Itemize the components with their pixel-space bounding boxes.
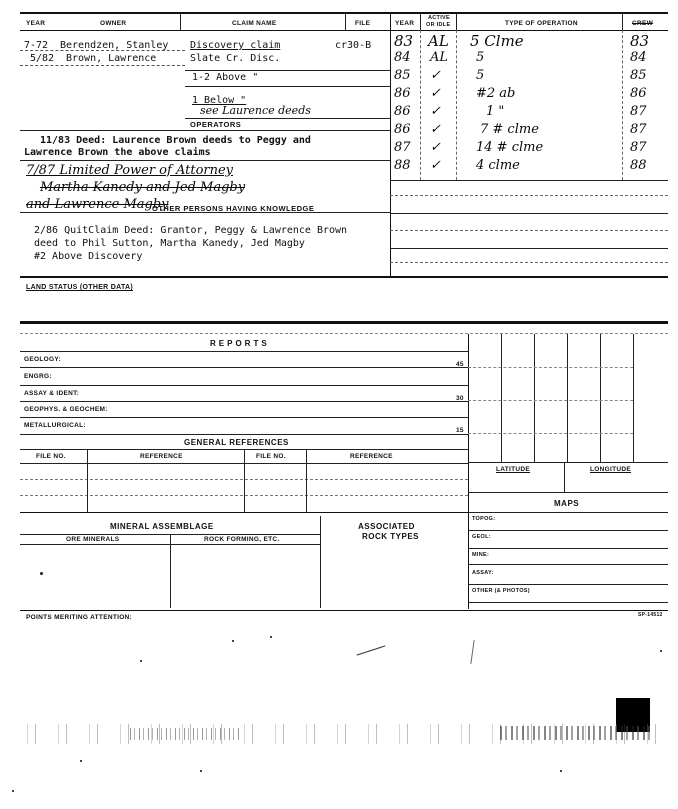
header-owner: OWNER xyxy=(100,20,127,27)
owner-row-1-owner: Berendzen, Stanley xyxy=(60,40,169,51)
deed-line-2: Lawrence Brown the above claims xyxy=(24,147,211,158)
activity-crew: 87 xyxy=(630,104,647,119)
activity-crew: 86 xyxy=(630,86,647,101)
claim-row-4: 1 Below " xyxy=(192,95,247,106)
activity-type: 7 # clme xyxy=(480,122,539,137)
top-section xyxy=(0,0,678,280)
activity-status: ✓ xyxy=(430,158,441,173)
ref-col-reference-2: REFERENCE xyxy=(350,453,393,460)
activity-year: 86 xyxy=(394,104,411,119)
location-grid xyxy=(468,334,668,614)
activity-row xyxy=(390,158,668,176)
general-references-title: GENERAL REFERENCES xyxy=(184,438,289,447)
activity-type: 5 xyxy=(476,50,485,65)
associated-label: ASSOCIATED xyxy=(358,522,415,531)
activity-year: 83 xyxy=(394,32,414,50)
mineral-dot xyxy=(40,572,43,575)
rock-forming-label: ROCK FORMING, ETC. xyxy=(204,536,280,543)
deed-line-1: 11/83 Deed: Laurence Brown deeds to Peggy and xyxy=(40,135,311,146)
other-persons-label: OTHER PERSONS HAVING KNOWLEDGE xyxy=(152,204,315,213)
activity-type: 4 clme xyxy=(476,158,520,173)
owner-row-1-year: 7-72 xyxy=(24,40,49,51)
header-crew: CREW xyxy=(632,20,654,27)
header-file: FILE xyxy=(355,20,371,27)
maps-topog: TOPOG: xyxy=(472,516,496,522)
activity-log xyxy=(390,32,668,180)
header-or-idle: OR IDLE xyxy=(426,22,451,28)
owner-row-2-owner: Brown, Lawrence xyxy=(66,53,157,64)
form-number: SP-14512 xyxy=(638,612,663,618)
maps-title: MAPS xyxy=(554,499,580,508)
activity-row xyxy=(390,122,668,140)
ref-col-reference-1: REFERENCE xyxy=(140,453,183,460)
activity-row xyxy=(390,140,668,158)
activity-row xyxy=(390,32,668,50)
scan-mark-stroke xyxy=(357,645,386,655)
activity-year: 86 xyxy=(394,86,411,101)
header-active: ACTIVE xyxy=(428,15,450,21)
quitclaim-line-1: 2/86 QuitClaim Deed: Grantor, Peggy & Lawrence Brown xyxy=(34,225,348,236)
reports-assay: ASSAY & IDENT: xyxy=(24,390,80,397)
activity-status: ✓ xyxy=(430,86,441,101)
reports-geophys: GEOPHYS. & GEOCHEM: xyxy=(24,406,108,413)
activity-crew: 87 xyxy=(630,122,647,137)
reports-scale-30: 30 xyxy=(456,395,464,402)
poa-line-3: and Lawrence Magby xyxy=(26,197,169,212)
mineral-assemblage-section xyxy=(20,516,468,608)
rock-types-label: ROCK TYPES xyxy=(362,532,420,541)
activity-row xyxy=(390,50,668,68)
reports-geology: GEOLOGY: xyxy=(24,356,61,363)
activity-status: AL xyxy=(430,50,449,65)
activity-crew: 84 xyxy=(630,50,647,65)
reports-section xyxy=(20,334,468,438)
activity-status: ✓ xyxy=(430,140,441,155)
activity-crew: 87 xyxy=(630,140,647,155)
ore-minerals-label: ORE MINERALS xyxy=(66,536,120,543)
mineral-assemblage-title: MINERAL ASSEMBLAGE xyxy=(110,522,214,531)
claim-row-5-handwritten: see Laurence deeds xyxy=(200,104,311,117)
activity-crew: 85 xyxy=(630,68,647,83)
activity-crew: 88 xyxy=(630,158,647,173)
activity-row xyxy=(390,104,668,122)
activity-type: 14 # clme xyxy=(476,140,544,155)
activity-year: 84 xyxy=(394,50,411,65)
activity-year: 86 xyxy=(394,122,411,137)
activity-status: ✓ xyxy=(430,104,441,119)
reports-title: REPORTS xyxy=(210,339,270,348)
activity-type: 5 xyxy=(476,68,485,83)
quitclaim-line-2: deed to Phil Sutton, Martha Kanedy, Jed Magby xyxy=(34,238,305,249)
activity-status: ✓ xyxy=(430,122,441,137)
poa-line-2: Martha Kanedy and Jed Magby xyxy=(40,180,246,195)
activity-year: 85 xyxy=(394,68,411,83)
reports-engrg: ENGRG: xyxy=(24,373,52,380)
activity-year: 87 xyxy=(394,140,411,155)
longitude-label: LONGITUDE xyxy=(590,466,631,473)
header-claim-name: CLAIM NAME xyxy=(232,20,277,27)
owner-row-1-claim: Discovery claim xyxy=(190,40,281,51)
bottom-noise-mid xyxy=(130,728,240,740)
activity-crew: 83 xyxy=(630,32,650,50)
bottom-noise-dark xyxy=(500,726,650,740)
reports-scale-45: 45 xyxy=(456,361,464,368)
points-meriting-attention-label: POINTS MERITING ATTENTION: xyxy=(26,614,133,621)
owner-row-1-file: cr30-B xyxy=(335,40,372,51)
header-year: YEAR xyxy=(26,20,46,27)
poa-line-1: 7/87 Limited Power of Attorney xyxy=(26,163,234,178)
owner-row-2-claim: Slate Cr. Disc. xyxy=(190,53,281,64)
reports-scale-15: 15 xyxy=(456,427,464,434)
maps-other: OTHER (& PHOTOS) xyxy=(472,588,530,594)
latitude-label: LATITUDE xyxy=(496,466,531,473)
header-year-2: YEAR xyxy=(395,20,415,27)
activity-type: 1 " xyxy=(486,104,505,119)
ref-col-file-no-1: FILE NO. xyxy=(36,453,66,460)
maps-mine: MINE: xyxy=(472,552,490,558)
activity-row xyxy=(390,68,668,86)
land-status-label: LAND STATUS (OTHER DATA) xyxy=(26,284,134,291)
owner-row-2-year: 5/82 xyxy=(30,53,55,64)
claim-row-3: 1-2 Above " xyxy=(192,72,259,83)
maps-geol: GEOL: xyxy=(472,534,491,540)
general-references-section xyxy=(20,434,468,514)
maps-assay: ASSAY: xyxy=(472,570,494,576)
reports-metallurgical: METALLURGICAL: xyxy=(24,422,86,429)
activity-type: 5 Clme xyxy=(470,32,524,50)
activity-status: AL xyxy=(428,32,449,50)
activity-year: 88 xyxy=(394,158,411,173)
quitclaim-line-3: #2 Above Discovery xyxy=(34,251,143,262)
scan-mark-line xyxy=(470,640,474,664)
header-type-of-operation: TYPE OF OPERATION xyxy=(505,20,578,27)
activity-status: ✓ xyxy=(430,68,441,83)
ref-col-file-no-2: FILE NO. xyxy=(256,453,286,460)
operators-label: OPERATORS xyxy=(190,120,242,129)
activity-row xyxy=(390,86,668,104)
activity-type: #2 ab xyxy=(476,86,516,101)
